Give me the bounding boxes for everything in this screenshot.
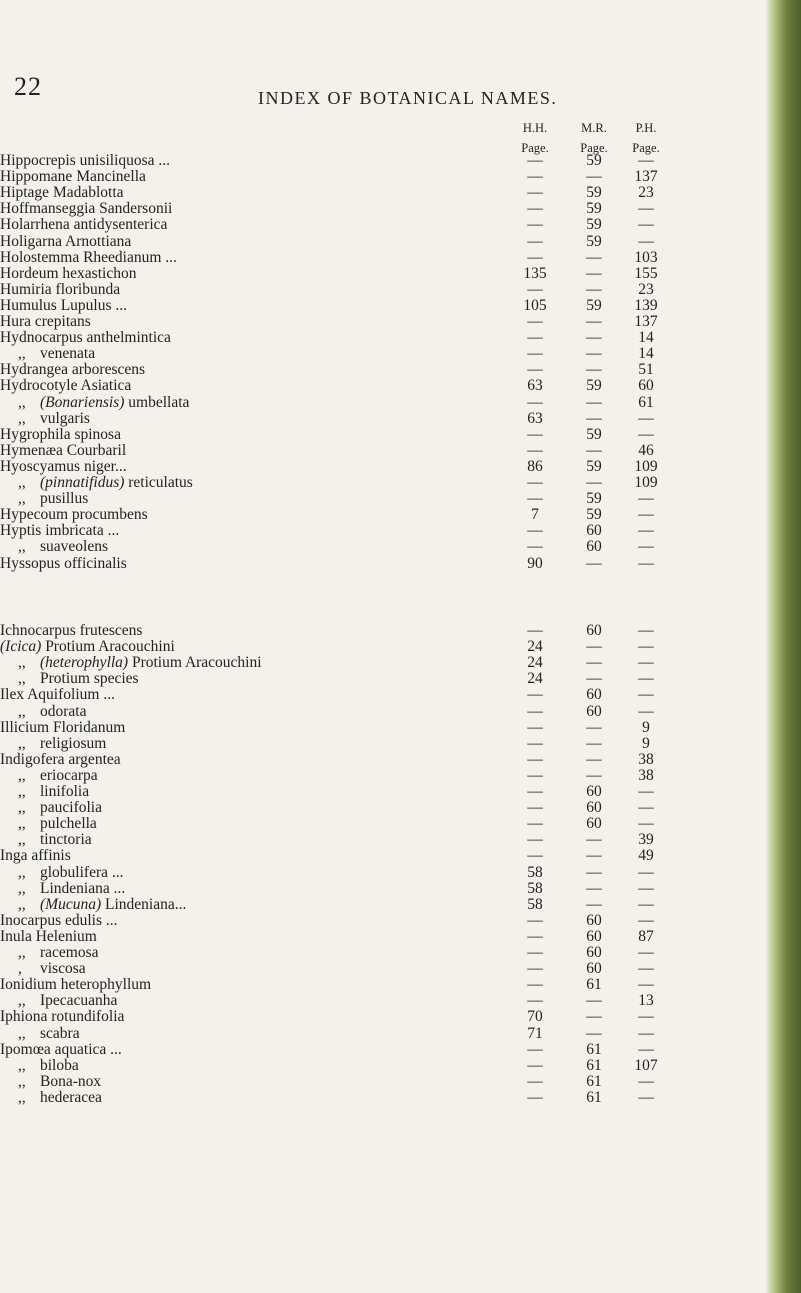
ditto-mark: ,, [18,799,26,817]
entry-text: hederacea [40,1088,102,1106]
page-ref-hh: — [527,474,543,491]
page-number: 22 [14,72,42,101]
page-ref-hh: — [527,522,543,540]
entry-text: biloba [40,1056,79,1074]
page-ref-hh: — [527,976,543,994]
page-ref-ph: — [638,506,654,524]
column-sub: Page. [580,141,608,155]
page-ref-hh: — [527,927,543,945]
ditto-mark: ,, [18,1072,26,1090]
entry-text: Hydrocotyle Asiatica [0,377,132,395]
page-ref-mr: 59 [586,152,602,169]
page-ref-ph: 38 [638,766,654,784]
page-ref-mr: 59 [586,216,602,234]
page-ref-hh: 58 [527,895,543,913]
page-ref-mr: — [586,654,602,672]
page-ref-mr: — [586,670,602,688]
page-ref-hh: — [527,538,543,556]
page-ref-hh: — [527,847,543,865]
entry-text: Indigofera argentea [0,750,121,768]
page-ref-mr: 60 [586,686,602,704]
page-ref-mr: 61 [586,1088,602,1106]
page-ref-ph: — [638,1024,654,1042]
page-ref-mr: — [586,264,602,282]
entry-text: Protium species [40,670,139,688]
page-ref-ph: — [638,638,654,656]
page-ref-mr: 59 [586,377,602,395]
page-ref-mr: — [586,863,602,881]
page-ref-hh: — [527,313,543,330]
page-ref-mr: — [586,393,602,411]
ditto-mark: ,, [18,863,26,881]
page-ref-hh: — [527,152,543,169]
page-ref-mr: 59 [586,490,602,508]
page-ref-hh: — [527,393,543,411]
ditto-mark: ,, [18,670,26,688]
page-ref-mr: — [586,313,602,330]
entry-text: Holarrhena antidysenterica [0,216,168,234]
page-ref-mr: — [586,361,602,379]
page-ref-ph: — [638,960,654,978]
page-ref-ph: — [638,654,654,672]
page-ref-ph: 137 [634,168,658,186]
entry-text: Lindeniana... [101,895,187,913]
entry-text: Ipecacuanha [40,992,118,1010]
page-ref-hh: — [527,1056,543,1074]
page-ref-ph: — [638,554,654,572]
page-ref-ph: — [638,944,654,961]
page-ref-mr: 60 [586,538,602,556]
column-sub: Page. [632,141,660,155]
page-ref-hh: — [527,992,543,1010]
page-ref-ph: — [638,522,654,540]
page-ref-mr: — [586,1008,602,1026]
ditto-mark: ,, [18,992,26,1010]
page-ref-hh: — [527,750,543,768]
page-ref-mr: — [586,895,602,913]
entry-text: Bona-nox [40,1072,102,1090]
page-ref-mr: — [586,441,602,459]
page-ref-mr: 60 [586,944,602,961]
column-abbr: M.R. [581,121,607,135]
page-ref-ph: 87 [638,927,654,945]
running-head: INDEX OF BOTANICAL NAMES. [258,88,558,108]
page-ref-mr: 59 [586,200,602,218]
page-ref-mr: 60 [586,799,602,817]
page-ref-mr: 59 [586,232,602,250]
entry-text: Hyssopus officinalis [0,554,127,572]
page-ref-mr: 59 [586,184,602,202]
page-ref-hh: — [527,815,543,833]
entry-text: Hydrangea arborescens [0,361,146,379]
page-ref-ph: — [638,911,654,929]
page-edge-shadow [765,0,801,1293]
page-ref-hh: 63 [527,409,543,427]
entry-italic: (heterophylla) [40,654,129,672]
ditto-mark: ,, [18,783,26,800]
ditto-mark: ,, [18,734,26,752]
page-ref-ph: 46 [638,441,654,459]
page-ref-ph: — [638,232,654,250]
ditto-mark: ,, [18,490,26,508]
page-ref-ph: 139 [634,296,658,314]
page-ref-ph: — [638,670,654,688]
entry-text: Hygrophila spinosa [0,425,121,443]
entry-italic: (Mucuna) [40,895,102,913]
entry-text: Inga affinis [0,847,71,865]
index-entry [0,1088,760,1108]
page-ref-hh: — [527,960,543,978]
entry-text: Hydnocarpus anthelmintica [0,329,171,347]
entry-text: Hypecoum procumbens [0,506,148,524]
page-ref-mr: 61 [586,976,602,994]
entry-text: Humiria floribunda [0,280,121,298]
entry-text: pusillus [40,490,89,508]
entry-text: Hyoscyamus niger... [0,457,127,475]
page-ref-hh: — [527,783,543,800]
page-ref-hh: — [527,168,543,186]
index-entry [0,554,760,574]
page-ref-hh: — [527,280,543,298]
ditto-mark: ,, [18,345,26,363]
page-ref-ph: — [638,815,654,833]
page-ref-hh: — [527,622,543,639]
entry-text: Ilex Aquifolium ... [0,686,115,704]
page-ref-hh: 58 [527,879,543,897]
page-ref-mr: — [586,766,602,784]
page-ref-ph: — [638,702,654,720]
entry-text: viscosa [40,960,86,978]
page-ref-hh: — [527,200,543,218]
page-ref-mr: 59 [586,457,602,475]
page-ref-ph: 61 [638,393,654,411]
entry-text: Hoffmanseggia Sandersonii [0,200,173,218]
entry-text: Illicium Floridanum [0,718,126,736]
page-ref-ph: 9 [642,734,650,752]
ditto-mark: ,, [18,815,26,833]
entry-text: pulchella [40,815,97,833]
ditto-mark: ,, [18,1024,26,1042]
page-ref-mr: 59 [586,425,602,443]
page-ref-ph: 14 [638,329,654,347]
page-ref-hh: — [527,425,543,443]
page-ref-hh: 90 [527,554,543,572]
page-ref-mr: 60 [586,911,602,929]
entry-italic: (Bonariensis) [40,393,125,411]
page-ref-ph: — [638,799,654,817]
entry-name [0,1088,102,1108]
column-abbr: H.H. [522,121,548,135]
entry-text: vulgaris [40,409,90,427]
page-ref-ph: 13 [638,992,654,1010]
page-ref-ph: — [638,976,654,994]
entry-text: racemosa [40,944,99,961]
page-ref-hh: — [527,799,543,817]
page-ref-ph: 137 [634,313,658,330]
page-ref-hh: 7 [531,506,539,524]
entry-text: Ionidium heterophyllum [0,976,152,994]
page-ref-mr: — [586,554,602,572]
page-ref-mr: — [586,879,602,897]
entry-text: Ipomœa aquatica ... [0,1040,122,1058]
page-ref-mr: 60 [586,815,602,833]
entry-text: paucifolia [40,799,102,817]
page-ref-mr: 61 [586,1072,602,1090]
page-ref-mr: — [586,280,602,298]
entry-text: umbellata [124,393,190,411]
entry-text: Hymenæa Courbaril [0,441,127,459]
page-ref-mr: 60 [586,927,602,945]
page-ref-mr: — [586,474,602,491]
page-ref-mr: — [586,750,602,768]
entry-text: Protium Aracouchini [128,654,262,672]
ditto-mark: ,, [18,895,26,913]
entry-text: reticulatus [124,474,193,491]
page-ref-ph: — [638,1072,654,1090]
page-ref-hh: — [527,944,543,961]
page-ref-mr: 61 [586,1040,602,1058]
page-ref-hh: — [527,184,543,202]
page-ref-ph: — [638,538,654,556]
ditto-mark: ,, [18,474,26,491]
entry-text: venenata [40,345,96,363]
entry-text: Holostemma Rheedianum ... [0,248,177,266]
page-ref-hh: — [527,216,543,234]
entry-text: Hiptage Madablotta [0,184,124,202]
entry-name [0,554,127,574]
ditto-mark: ,, [18,766,26,784]
page-ref-ph: — [638,152,654,169]
page-ref-ph: — [638,622,654,639]
entry-text: Hyptis imbricata ... [0,522,120,540]
column-abbr: P.H. [635,121,657,135]
entry-text: Hippocrepis unisiliquosa ... [0,152,171,169]
entry-text: Iphiona rotundifolia [0,1008,125,1026]
entry-text: scabra [40,1024,80,1042]
ditto-mark: , [18,960,22,978]
page-ref-ph: 39 [638,831,654,849]
page-ref-mr: — [586,847,602,865]
page-ref-mr: 60 [586,783,602,800]
page-ref-mr: 60 [586,522,602,540]
page-ref-hh: 24 [527,654,543,672]
ditto-mark: ,, [18,831,26,849]
ditto-mark: ,, [18,538,26,556]
page-ref-hh: 24 [527,670,543,688]
entry-text: Inocarpus edulis ... [0,911,118,929]
page-ref-hh: — [527,248,543,266]
entry-text: Lindeniana ... [40,879,126,897]
page-ref-hh: 71 [527,1024,543,1042]
page-ref-ph: — [638,1008,654,1026]
page-ref-mr: — [586,1024,602,1042]
page-ref-hh: 63 [527,377,543,395]
page-ref-hh: — [527,345,543,363]
entry-text: Protium Aracouchini [41,638,175,656]
page-ref-hh: — [527,911,543,929]
ditto-mark: ,, [18,1056,26,1074]
ditto-mark: ,, [18,654,26,672]
page-ref-ph: — [638,686,654,704]
page-ref-ph: — [638,1040,654,1058]
page-ref-ph: 9 [642,718,650,736]
page-ref-ph: 14 [638,345,654,363]
page-ref-hh: 70 [527,1008,543,1026]
page-ref-mr: 60 [586,702,602,720]
page-ref-mr: 59 [586,506,602,524]
entry-text: odorata [40,702,87,720]
entry-text: suaveolens [40,538,109,556]
page-ref-mr: 59 [586,296,602,314]
page-ref-ph: 103 [634,248,658,266]
page-ref-hh: 105 [523,296,547,314]
page-ref-hh: — [527,1040,543,1058]
ditto-mark: ,, [18,1088,26,1106]
page-ref-ph: 60 [638,377,654,395]
page-ref-hh: — [527,232,543,250]
page-ref-ph: 109 [634,474,658,491]
page-ref-ph: — [638,216,654,234]
page-ref-hh: — [527,1088,543,1106]
entry-text: linifolia [40,783,90,800]
page-ref-ph: — [638,200,654,218]
page-ref-ph: — [638,409,654,427]
page-ref-ph: 49 [638,847,654,865]
page-ref-hh: — [527,831,543,849]
page-ref-ph: 109 [634,457,658,475]
entry-italic: (pinnatifidus) [40,474,125,491]
page-ref-mr: — [586,345,602,363]
ditto-mark: ,, [18,409,26,427]
page-ref-mr: — [586,168,602,186]
entry-text: Holigarna Arnottiana [0,232,132,250]
entry-text: Hippomane Mancinella [0,168,146,186]
entry-text: Inula Helenium [0,927,97,945]
entry-text: eriocarpa [40,766,98,784]
entry-text: Hura crepitans [0,313,91,330]
page-ref-mr: — [586,409,602,427]
page-ref-ph: — [638,879,654,897]
page-ref-mr: — [586,329,602,347]
page-ref-hh: 58 [527,863,543,881]
ditto-mark: ,, [18,393,26,411]
page-ref-hh: — [527,718,543,736]
page-ref-hh: — [527,702,543,720]
page-ref-ph: — [638,1088,654,1106]
page-ref-ph: 107 [634,1056,658,1074]
page-ref-ph: — [638,425,654,443]
page-ref-mr: 61 [586,1056,602,1074]
entry-text: Ichnocarpus frutescens [0,622,143,639]
ditto-mark: ,, [18,944,26,961]
ditto-mark: ,, [18,879,26,897]
page-ref-ph: 23 [638,280,654,298]
page-ref-hh: 86 [527,457,543,475]
page-ref-mr: — [586,248,602,266]
entry-text: Hordeum hexastichon [0,264,137,282]
page-ref-mr: 60 [586,622,602,639]
entry-text: tinctoria [40,831,92,849]
page-ref-hh: — [527,329,543,347]
page-ref-hh: — [527,734,543,752]
ditto-mark: ,, [18,702,26,720]
page-ref-hh: 135 [523,264,547,282]
page-ref-hh: — [527,361,543,379]
page-ref-mr: — [586,992,602,1010]
entry-text: globulifera ... [40,863,124,881]
page-ref-mr: — [586,734,602,752]
page-ref-hh: — [527,686,543,704]
page-ref-ph: 155 [634,264,658,282]
page-ref-ph: 51 [638,361,654,379]
page-ref-hh: — [527,490,543,508]
page-ref-ph: 38 [638,750,654,768]
page-ref-ph: — [638,783,654,800]
page-ref-mr: 60 [586,960,602,978]
page-ref-ph: — [638,863,654,881]
page-ref-mr: — [586,638,602,656]
page-ref-ph: 23 [638,184,654,202]
page-ref-hh: 24 [527,638,543,656]
entry-text: Humulus Lupulus ... [0,296,128,314]
page-ref-hh: — [527,441,543,459]
entry-text: religiosum [40,734,107,752]
column-sub: Page. [521,141,549,155]
page-ref-mr: — [586,718,602,736]
entry-italic: (Icica) [0,638,42,656]
page-ref-mr: — [586,831,602,849]
page-ref-hh: — [527,766,543,784]
page-ref-ph: — [638,490,654,508]
page-ref-hh: — [527,1072,543,1090]
page-ref-ph: — [638,895,654,913]
